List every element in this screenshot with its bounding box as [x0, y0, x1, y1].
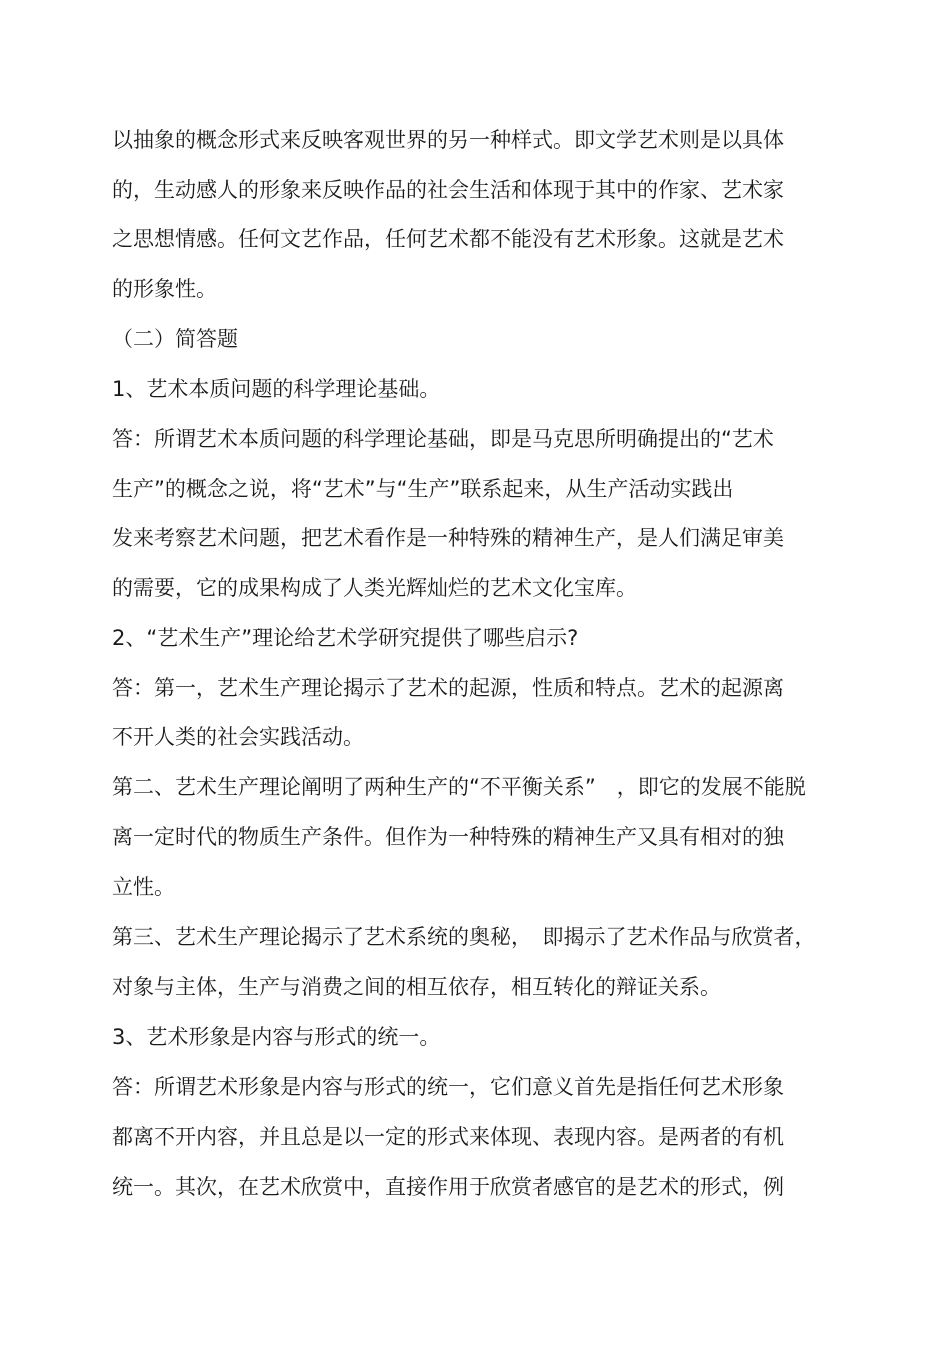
- text-line: 第二、艺术生产理论阐明了两种生产的“不平衡关系” ，即它的发展不能脱: [112, 775, 806, 799]
- question-heading: 1、艺术本质问题的科学理论基础。: [112, 377, 441, 401]
- text-line: 的形象性。: [112, 277, 217, 301]
- section-heading: （二）简答题: [112, 327, 238, 351]
- text-line: 发来考察艺术问题，把艺术看作是一种特殊的精神生产，是人们满足审美: [112, 526, 784, 550]
- text-line: 之思想情感。任何文艺作品，任何艺术都不能没有艺术形象。这就是艺术: [112, 227, 784, 251]
- text-line: 的，生动感人的形象来反映作品的社会生活和体现于其中的作家、艺术家: [112, 178, 784, 202]
- text-line: 对象与主体，生产与消费之间的相互依存，相互转化的辩证关系。: [112, 975, 721, 999]
- text-line: 生产”的概念之说，将“艺术”与“生产”联系起来，从生产活动实践出: [112, 477, 734, 501]
- text-line: 统一。其次，在艺术欣赏中，直接作用于欣赏者感官的是艺术的形式，例: [112, 1175, 784, 1199]
- text-line: 的需要，它的成果构成了人类光辉灿烂的艺术文化宝库。: [112, 576, 637, 600]
- text-line: 离一定时代的物质生产条件。但作为一种特殊的精神生产又具有相对的独: [112, 825, 784, 849]
- question-heading: 2、“艺术生产”理论给艺术学研究提供了哪些启示?: [112, 626, 579, 650]
- text-line: 都离不开内容，并且总是以一定的形式来体现、表现内容。是两者的有机: [112, 1125, 784, 1149]
- text-line: 答：所谓艺术本质问题的科学理论基础，即是马克思所明确提出的“艺术: [112, 427, 774, 451]
- text-line: 答：第一，艺术生产理论揭示了艺术的起源，性质和特点。艺术的起源离: [112, 676, 784, 700]
- question-heading: 3、艺术形象是内容与形式的统一。: [112, 1025, 441, 1049]
- text-line: 答：所谓艺术形象是内容与形式的统一，它们意义首先是指任何艺术形象: [112, 1075, 784, 1099]
- text-line: 不开人类的社会实践活动。: [112, 725, 364, 749]
- text-line: 第三、艺术生产理论揭示了艺术系统的奥秘， 即揭示了艺术作品与欣赏者，: [112, 925, 816, 949]
- text-line: 立性。: [112, 875, 175, 899]
- text-line: 以抽象的概念形式来反映客观世界的另一种样式。即文学艺术则是以具体: [112, 128, 784, 152]
